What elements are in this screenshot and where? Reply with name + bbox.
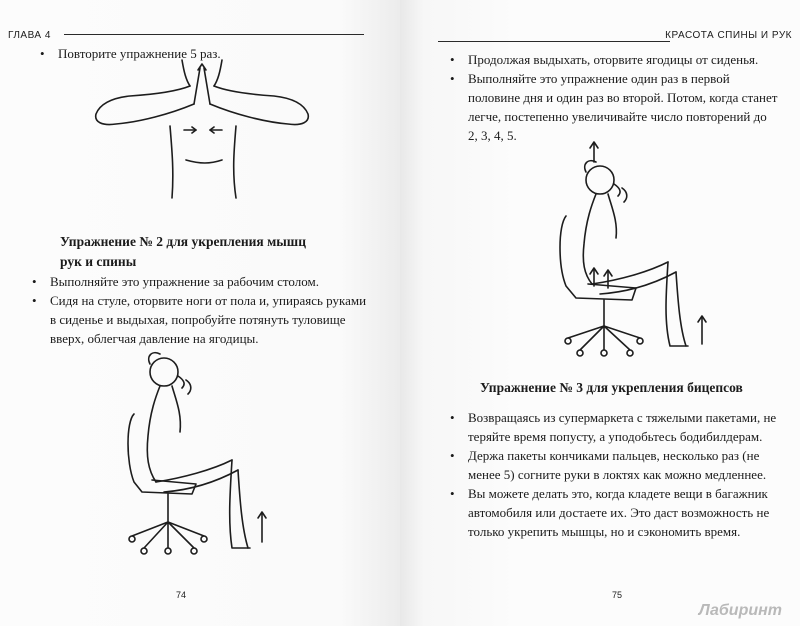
right-page (400, 0, 800, 626)
top-bullet-list-right (448, 50, 778, 145)
list-item: • Держа пакеты кончиками пальцев, несколько раз (не менее 5) согните руки в локтях как можно медленнее. (448, 446, 778, 484)
exercise2-bullets (30, 272, 370, 348)
running-header: КРАСОТА СПИНЫ И РУК (665, 30, 792, 41)
seated-chair-illustration-right (548, 138, 718, 368)
exercise3-bullets (448, 408, 778, 541)
list-item: • Повторите упражнение 5 раз. (38, 44, 368, 63)
exercise2-title-line2: рук и спины (60, 254, 137, 269)
list-item: • Выполняйте это упражнение один раз в первой половине дня и один раз во второй. Потом, когда станет легче, постепенно увеличивайте число повторений до 2, 3, 4, 5. (448, 69, 778, 145)
list-item: • Вы можете делать это, когда кладете вещи в багажник автомобиля или достаете их. Это даст возможность не только укрепить мышцы, но и сэкономить время. (448, 484, 778, 541)
exercise2-title-line1: Упражнение № 2 для укрепления мышц (60, 234, 306, 249)
page-number-left: 74 (176, 590, 187, 600)
list-item: • Выполняйте это упражнение за рабочим столом. (30, 272, 370, 291)
header-rule (438, 41, 670, 42)
chest-press-illustration (90, 60, 320, 200)
page-number-right: 75 (612, 590, 623, 600)
watermark-logo: Лабиринт (698, 602, 782, 619)
list-item: • Продолжая выдыхать, оторвите ягодицы от сиденья. (448, 50, 778, 69)
seated-chair-illustration-left (112, 352, 272, 562)
exercise3-title: Упражнение № 3 для укрепления бицепсов (480, 380, 743, 395)
chapter-label: ГЛАВА 4 (8, 30, 51, 41)
header-rule (64, 34, 364, 35)
list-item: • Сидя на стуле, оторвите ноги от пола и, упираясь руками в сиденье и выдыхая, попробуйте потянуть туловище вверх, облегчая давление на ягодицы. (30, 291, 370, 348)
list-item: • Возвращаясь из супермаркета с тяжелыми пакетами, не теряйте время попусту, а уподобьтесь бодибилдерам. (448, 408, 778, 446)
